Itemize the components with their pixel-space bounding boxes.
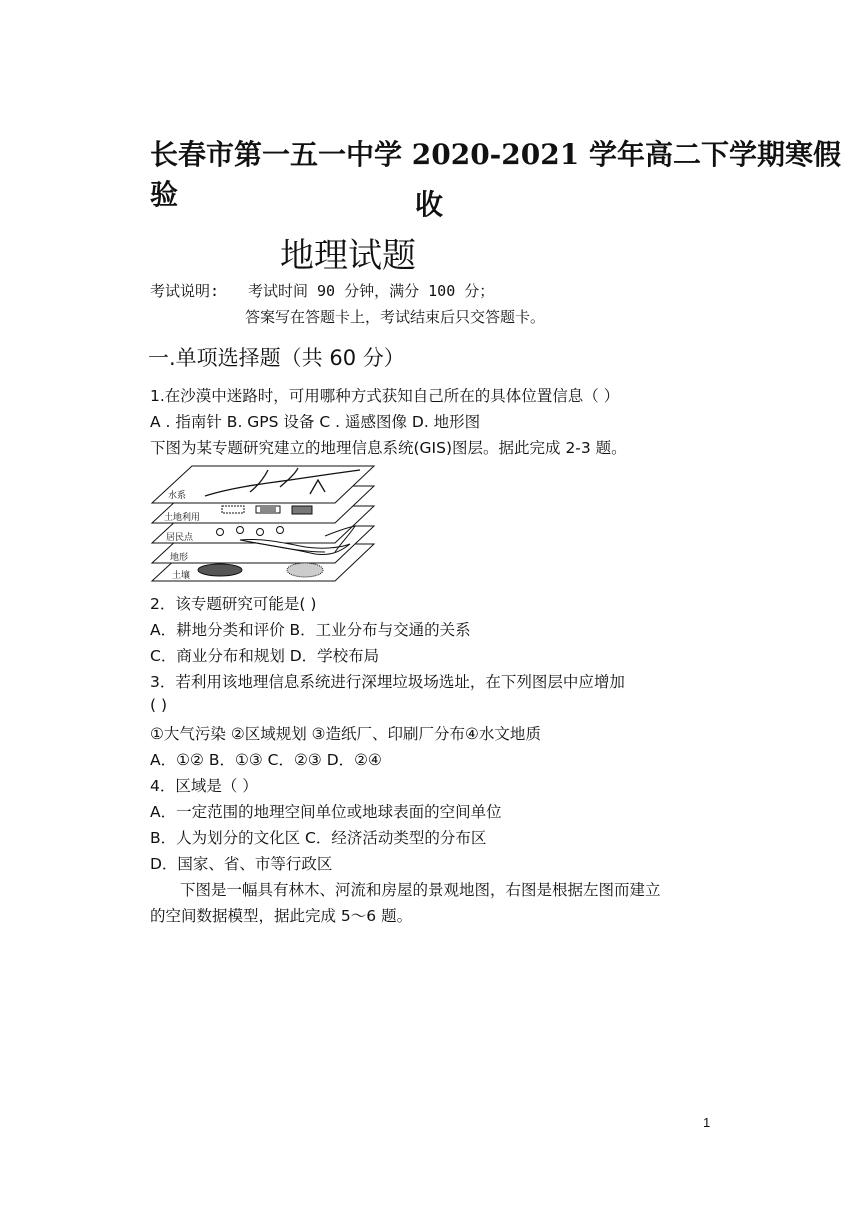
q3-stem-cont: ( ) (150, 696, 168, 714)
instructions-label: 考试说明: (150, 282, 220, 300)
layer-label-water: 水系 (168, 491, 187, 501)
intro-q2-3: 下图为某专题研究建立的地理信息系统(GIS)图层。据此完成 2-3 题。 (150, 439, 627, 457)
settlement-dot (257, 529, 264, 536)
settlement-dot (277, 527, 284, 534)
section-heading: 一.单项选择题（共 60 分） (148, 346, 405, 370)
q4-stem: 4．区域是（ ） (150, 777, 258, 795)
exam-title-line1: 长春市第一五一中学 2020-2021 学年高二下学期寒假验 (150, 138, 841, 211)
landuse-patch (292, 506, 312, 514)
q4-options-bc: B．人为划分的文化区 C．经济活动类型的分布区 (150, 829, 487, 847)
landuse-patch (222, 506, 244, 513)
q3-stem: 3．若利用该地理信息系统进行深埋垃圾场选址，在下列图层中应增加 (150, 673, 625, 691)
layer-label-landuse: 土地利用 (164, 513, 201, 523)
instructions-line2: 答案写在答题卡上，考试结束后只交答题卡。 (245, 308, 546, 326)
exam-subject: 地理试题 (280, 236, 416, 276)
settlement-dot (237, 527, 244, 534)
settlement-dot (217, 529, 224, 536)
layer-label-terrain: 地形 (170, 553, 189, 563)
q1-options: A . 指南针 B. GPS 设备 C . 遥感图像 D. 地形图 (150, 413, 481, 431)
intro-q5-6-line2: 的空间数据模型，据此完成 5～6 题。 (150, 907, 413, 925)
q2-options-cd: C．商业分布和规划 D．学校布局 (150, 647, 380, 665)
q3-items: ①大气污染 ②区域规划 ③造纸厂、印刷厂分布④水文地质 (150, 725, 541, 743)
layer-label-settlement: 居民点 (166, 533, 194, 543)
instructions-line1: 考试时间 90 分钟，满分 100 分； (248, 282, 495, 300)
page-number: 1 (703, 1115, 711, 1130)
q3-options: A．①② B．①③ C．②③ D．②④ (150, 751, 382, 769)
exam-title-line2: 收 (415, 188, 444, 221)
gis-layers-figure (150, 462, 380, 584)
layer-label-soil: 土壤 (172, 571, 191, 581)
q4-option-d: D．国家、省、市等行政区 (150, 855, 333, 873)
q2-options-ab: A．耕地分类和评价 B．工业分布与交通的关系 (150, 621, 471, 639)
landuse-patch (260, 507, 276, 512)
intro-q5-6-line1: 下图是一幅具有林木、河流和房屋的景观地图，右图是根据左图而建立 (180, 881, 661, 899)
soil-patch (287, 563, 323, 577)
q1-stem: 1.在沙漠中迷路时，可用哪种方式获知自己所在的具体位置信息（ ） (150, 387, 620, 405)
soil-patch (198, 564, 242, 576)
q2-stem: 2．该专题研究可能是( ) (150, 595, 317, 613)
q4-option-a: A．一定范围的地理空间单位或地球表面的空间单位 (150, 803, 502, 821)
